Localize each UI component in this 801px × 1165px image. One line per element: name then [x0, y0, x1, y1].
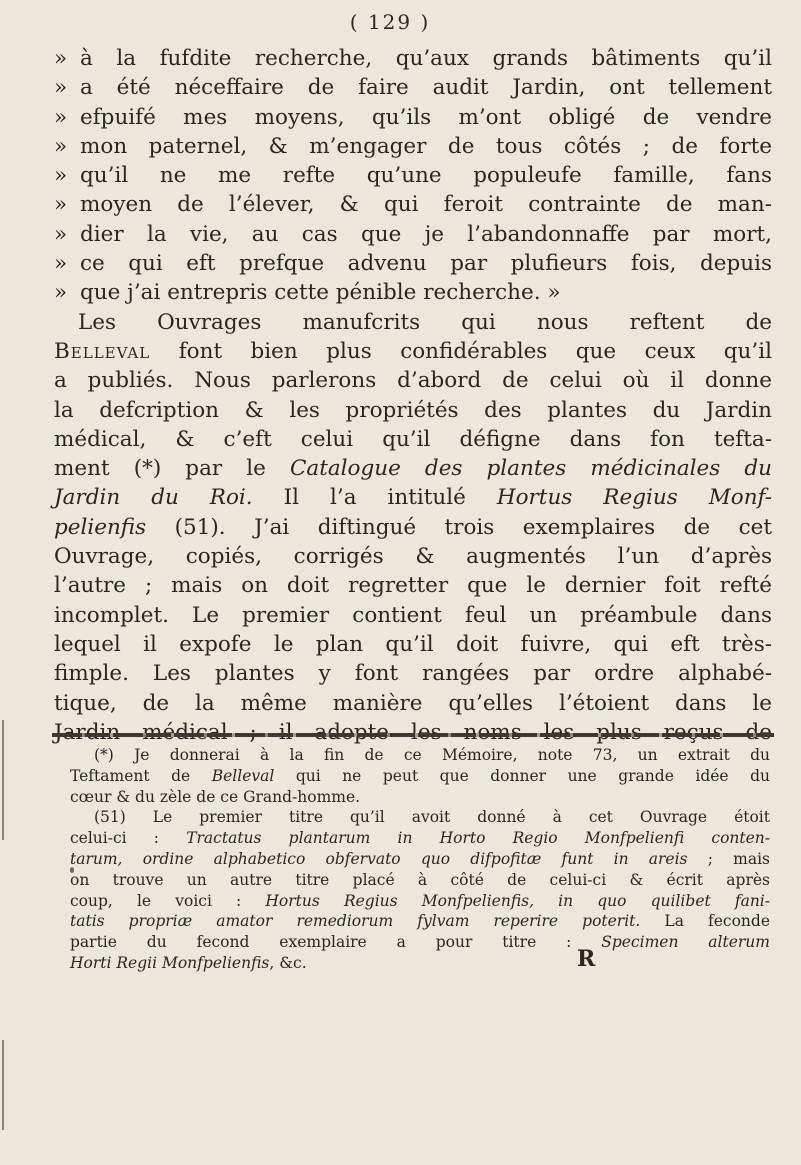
text-segment: à la fufdite recherche, qu’aux grands bâtiments qu’il — [80, 46, 772, 71]
italic-text: Hortus Regius Monfpelienfis, in quo quilibet fani- — [265, 891, 771, 910]
text-segment: a publiés. Nous parlerons d’abord de celui où il donne — [54, 368, 772, 394]
text-segment: ; mais — [687, 849, 770, 868]
text-segment: fimple. Les plantes y font rangées par ordre alphabé- — [54, 661, 772, 687]
text-line — [54, 278, 772, 307]
text-segment: ce qui eft prefque advenu par plufieurs fois, depuis — [80, 251, 772, 277]
footnote-line — [70, 911, 770, 932]
text-line — [54, 483, 772, 512]
text-line — [54, 630, 772, 659]
text-line — [54, 44, 772, 73]
page-number: ( 129 ) — [349, 10, 431, 34]
footnote-line — [70, 787, 770, 808]
text-segment: Teftament de — [70, 766, 212, 785]
footnote-line — [70, 849, 770, 870]
text-segment: médical, & c’eft celui qu’il défigne dans fon tefta- — [54, 426, 772, 452]
text-line — [54, 161, 772, 190]
italic-text: Specimen alterum — [601, 933, 770, 952]
text-segment: que j’ai entrepris cette pénible recherche. » — [80, 280, 561, 306]
text-segment: l’autre ; mais on doit regretter que le dernier foit refté — [54, 573, 772, 599]
text-line — [54, 337, 772, 366]
text-segment: , &c. — [269, 953, 307, 972]
text-line — [54, 73, 772, 102]
small-caps-name: Belleval — [54, 338, 151, 364]
quotation-mark: » — [54, 251, 68, 277]
italic-text: Horti Regii Monfpelienfis — [70, 953, 270, 972]
text-segment: font bien plus confidérables que ceux qu’il — [150, 338, 772, 364]
italic-text: pelienfis — [54, 514, 147, 540]
footnote-line — [70, 807, 770, 828]
text-segment: on trouve un autre titre placé à côté de celui-ci & écrit après — [70, 870, 770, 889]
italic-text: tarum, ordine alphabetico obfervato quo difpofitæ funt in areis — [70, 849, 688, 868]
quotation-mark: » — [54, 133, 68, 159]
text-line — [54, 132, 772, 161]
text-line — [54, 571, 772, 600]
footnote-line — [70, 870, 770, 891]
text-segment: lequel il expofe le plan qu’il doit fuivre, qui eft très- — [54, 631, 772, 657]
footnote-separator-rule — [52, 733, 774, 737]
page-edge-stain — [2, 720, 4, 840]
text-line — [54, 542, 772, 571]
text-segment: coup, le voici : — [70, 891, 266, 910]
footnote-line — [70, 953, 770, 974]
footnote-line — [70, 828, 770, 849]
text-segment: mon paternel, & m’engager de tous côtés ; de forte — [80, 133, 772, 159]
italic-text: Hortus Regius Monf- — [496, 485, 772, 511]
italic-text: Catalogue des plantes médicinales du — [289, 456, 772, 482]
quotation-mark: » — [54, 46, 68, 71]
text-segment: Les Ouvrages manufcrits qui nous reftent de — [78, 309, 772, 335]
quotation-mark: » — [54, 192, 68, 218]
quotation-mark: » — [54, 280, 68, 306]
text-line — [54, 308, 772, 337]
text-line — [54, 454, 772, 483]
text-segment: partie du fecond exemplaire a pour titre : — [70, 933, 602, 952]
text-line — [54, 103, 772, 132]
text-segment: La feconde — [640, 912, 770, 931]
page-edge-stain — [2, 1040, 4, 1130]
footnote-line — [70, 766, 770, 787]
text-line — [54, 190, 772, 219]
footnote-line — [70, 745, 770, 766]
footnote-line — [70, 932, 770, 953]
text-segment: celui-ci : — [70, 829, 187, 848]
text-segment: (51) Le premier titre qu’il avoit donné à cet Ouvrage étoit — [94, 808, 770, 827]
text-segment: Ouvrage, copiés, corrigés & augmentés l’un d’après — [54, 544, 772, 570]
text-segment: Il l’a intitulé — [252, 485, 497, 511]
italic-text: Belleval — [211, 766, 275, 785]
italic-text: tatis propriæ amator remediorum fylvam reperire poterit. — [70, 912, 641, 931]
quotation-mark: » — [54, 104, 68, 130]
quotation-mark: » — [54, 75, 68, 101]
text-line — [54, 425, 772, 454]
text-line — [54, 659, 772, 688]
text-segment: efpuifé mes moyens, qu’ils m’ont obligé de vendre — [80, 104, 772, 130]
text-line — [54, 396, 772, 425]
quotation-mark: » — [54, 163, 68, 189]
footnotes-block — [70, 745, 770, 974]
text-line — [54, 601, 772, 630]
text-segment: dier la vie, au cas que je l’abandonnaffe par mort, — [80, 221, 772, 247]
text-segment: qui ne peut que donner une grande idée du — [274, 766, 771, 785]
text-segment: (51). J’ai diftingué trois exemplaires de cet — [146, 514, 772, 540]
signature-mark: R — [577, 946, 596, 972]
text-segment: moyen de l’élever, & qui feroit contrainte de man- — [80, 192, 772, 218]
text-segment: a été néceffaire de faire audit Jardin, ont tellement — [80, 75, 772, 101]
text-segment: (*) Je donnerai à la fin de ce Mémoire, note 73, un extrait du — [94, 746, 770, 764]
text-segment: la defcription & les propriétés des plantes du Jardin — [54, 397, 772, 423]
text-segment: incomplet. Le premier contient feul un préambule dans — [54, 602, 772, 628]
text-segment: qu’il ne me refte qu’une populeufe famille, fans — [80, 163, 772, 189]
italic-text: Tractatus plantarum in Horto Regio Monfpelienfi conten- — [186, 829, 771, 848]
text-segment: cœur & du zèle de ce Grand-homme. — [70, 787, 361, 806]
footnote-line — [70, 891, 770, 912]
quotation-mark: » — [54, 221, 68, 247]
text-line — [54, 366, 772, 395]
text-line — [54, 249, 772, 278]
text-line — [54, 689, 772, 718]
italic-text: Jardin du Roi. — [54, 485, 253, 511]
text-line — [54, 220, 772, 249]
text-line — [54, 513, 772, 542]
text-segment: tique, de la même manière qu’elles l’étoient dans le — [54, 690, 772, 716]
text-segment: ment (*) par le — [54, 456, 290, 482]
main-text-body — [54, 44, 772, 747]
